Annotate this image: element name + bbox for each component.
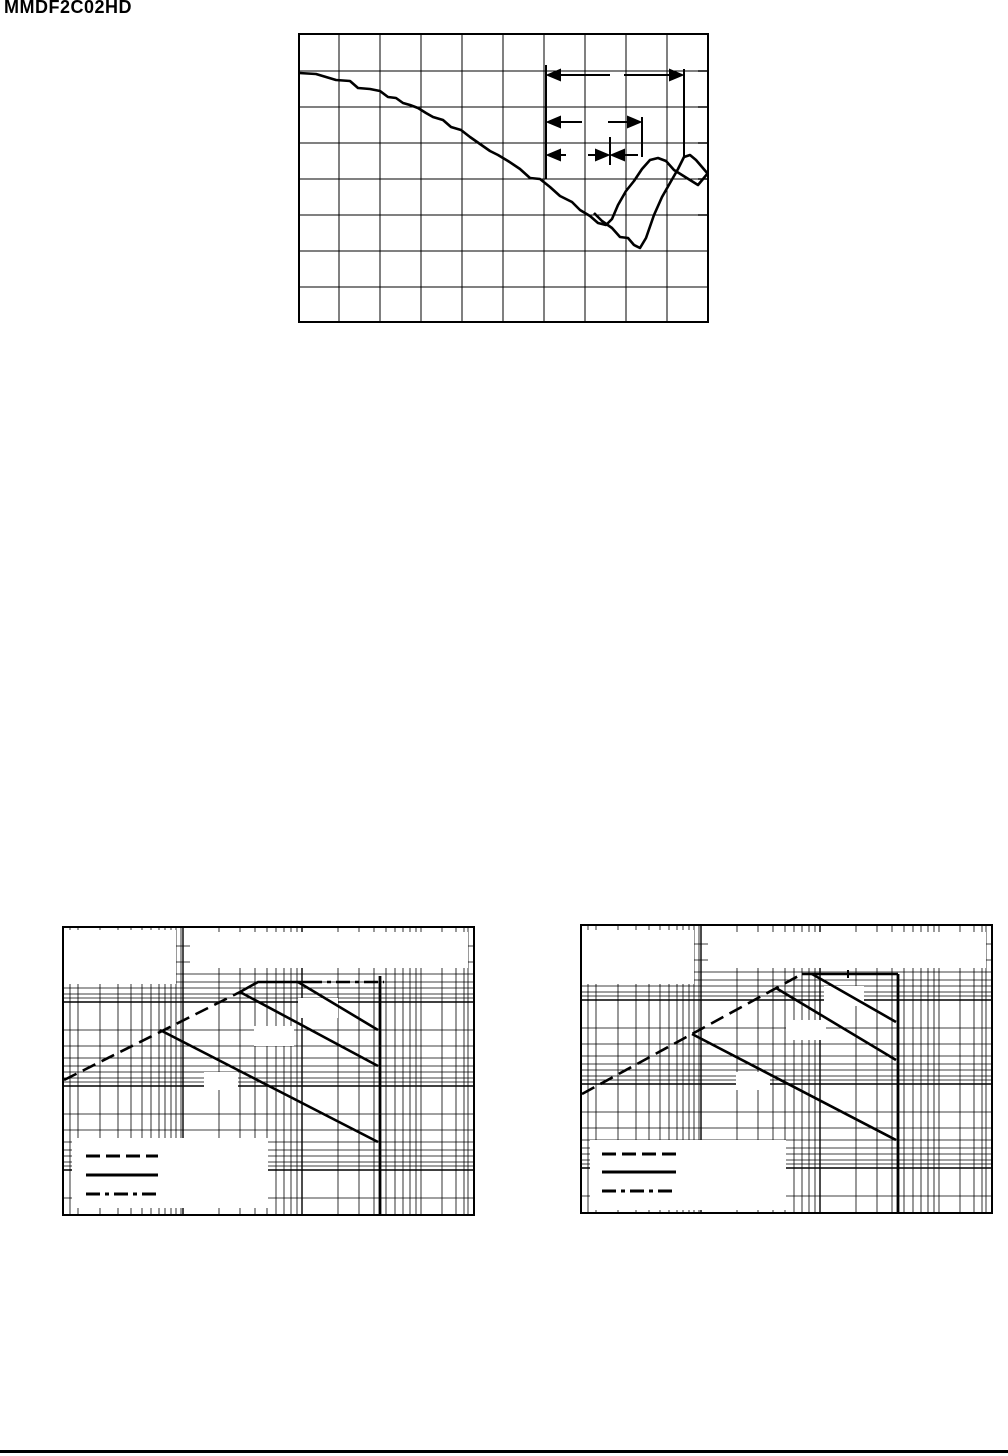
chart-grid <box>298 33 708 323</box>
soa-chart-right <box>580 924 994 1216</box>
label-box-top-right <box>708 932 986 968</box>
legend-box <box>590 1140 786 1210</box>
label-box-top-left <box>64 930 176 984</box>
curve-label-c <box>736 1072 770 1090</box>
part-number-header: MMDF2C02HD <box>4 0 133 17</box>
curve-label-a <box>824 986 864 1006</box>
curve-label-c <box>204 1072 238 1090</box>
timing-markers <box>546 65 684 179</box>
footer-rule <box>0 1450 1008 1453</box>
right-axis-ticks <box>698 71 708 215</box>
curve-label-b <box>786 1020 826 1040</box>
legend-box <box>72 1138 268 1208</box>
rds-limit-line <box>64 992 240 1080</box>
waveform-trace-b <box>594 155 708 248</box>
label-box-top-right <box>190 932 468 968</box>
curve-label-b <box>254 1026 294 1046</box>
flat-limit-line <box>240 982 308 992</box>
label-box-top-left <box>582 930 694 984</box>
soa-chart-left <box>62 926 476 1218</box>
waveform-chart <box>298 33 710 325</box>
